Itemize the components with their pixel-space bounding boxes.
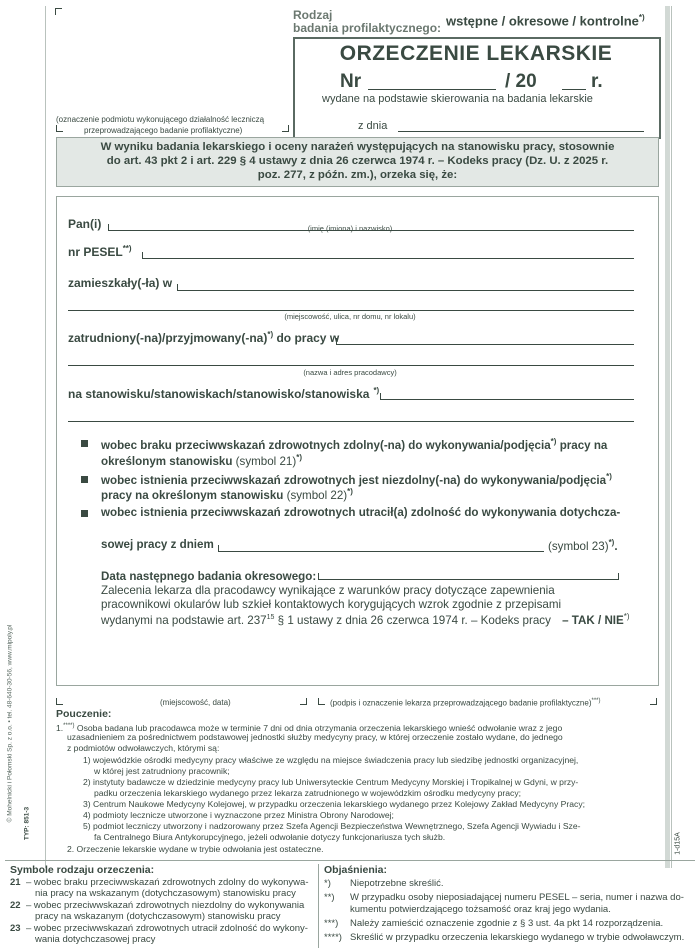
option-2-bullet[interactable] (81, 476, 88, 483)
option-1-symbol-sup: *) (296, 453, 303, 462)
symbols-title: Symbole rodzaju orzeczenia: (10, 864, 155, 876)
symbol-23-a: – wobec przeciwwskazań zdrowotnych utracił zdolność do wykony- (26, 923, 308, 934)
publisher-vertical-text: © Mohelnicki i Połomski Sp. z o.o. • tel. 48-640-30-56, www.mipoly.pl (6, 624, 14, 823)
instruction-p2: 2. Orzeczenie lekarskie wydane w trybie odwołania jest ostateczne. (67, 844, 324, 854)
symbol-21-a: – wobec braku przeciwwskazań zdrowotnych zdolny do wykonywa- (26, 877, 309, 888)
expl-2-a: W przypadku osoby nieposiadającej numeru PESEL – seria, numer i nazwa do- (350, 892, 684, 903)
option-3-bullet[interactable] (81, 510, 88, 517)
option-2-line-1 (101, 472, 612, 487)
option-1-text-b: pracy na (559, 438, 608, 452)
nr-slash-year: / 20 (505, 71, 537, 92)
pesel-sup: **) (122, 244, 132, 253)
option-3-line-2: sowej pracy z dniem (101, 538, 214, 551)
doctor-sign-sup: ***) (591, 698, 601, 704)
employed-sup: *) (267, 330, 274, 339)
instruction-title: Pouczenie: (56, 708, 112, 720)
employer-field-line-2[interactable] (68, 365, 634, 366)
symbol-21-num: 21 (10, 877, 21, 888)
instruction-item-2a: 2) instytuty badawcze w dziedzinie medycyny pracy lub Uniwersyteckie Centrum Medycyny Morskiej i Tropikalnej w Gdyni, w przy- (83, 777, 579, 787)
option-3-line-1: wobec istnienia przeciwwskazań zdrowotnych utracił(a) zdolność do wykonywania dotychcza- (101, 506, 621, 519)
instruction-item-3: 3) Centrum Naukowe Medycyny Kolejowej, w przypadku orzeczenia lekarskiego wydanego przez Kolejowy Zakład Medycyny Pracy; (83, 799, 586, 809)
doctor-sign-hint: (podpis i oznaczenie lekarza przeprowadzającego badanie profilaktyczne) (330, 698, 592, 708)
symbol-23-b: wania dotychczasowej pracy (35, 934, 156, 945)
glasses-yes-no[interactable]: – TAK / NIE (562, 613, 624, 627)
instruction-item-5b: fa Centralnego Biura Antykorupcyjnego, jeżeli odwołanie dotyczy funkcjonariusza tych służb. (94, 832, 446, 842)
date-label: z dnia (358, 120, 388, 132)
year-field-line[interactable] (562, 89, 586, 90)
expl-4-mark: ****) (324, 932, 342, 943)
symbol-23-num: 23 (10, 923, 21, 934)
employer-field-line[interactable] (336, 344, 634, 345)
symbol-21-b: nia pracy na wskazanym (dotychczasowym) stanowisku pracy (35, 888, 296, 899)
exam-type-sup: *) (638, 13, 645, 22)
explanations-title: Objaśnienia: (324, 864, 388, 876)
expl-2-mark: **) (324, 892, 335, 903)
option-3-symbol-sup: *) (608, 538, 615, 547)
option-3-symbol: (symbol 23) (548, 539, 609, 553)
unit-hint-2: przeprowadzającego badanie profilaktyczne) (84, 126, 243, 135)
next-exam-label: Data następnego badania okresowego: (101, 570, 317, 583)
bottom-divider (5, 860, 695, 861)
exam-type-label-1: Rodzaj (293, 8, 333, 22)
employed-suffix: do pracy w (276, 331, 340, 345)
position-label (68, 386, 379, 401)
exam-type-label-2: badania profilaktycznego: (293, 21, 442, 35)
instruction-item-5a: 5) podmiot leczniczy utworzony i nadzorowany przez Szefa Agencji Bezpieczeństwa Wewnętrznego, Szefa Agencji Wywiadu i Sze- (83, 821, 581, 831)
exam-type-options[interactable] (446, 13, 645, 28)
pesel-label (68, 244, 132, 259)
expl-2-b: kumentu potwierdzającego tożsamość oraz kraj jego wydania. (350, 904, 611, 915)
expl-3-mark: ***) (324, 918, 339, 929)
instruction-item-1a: 1) wojewódzkie ośrodki medycyny pracy właściwe ze względu na miejsce świadczenia pracy lub siedzibę jednostki organizacyjnej, (83, 755, 579, 765)
instruction-p1-line-2: uzasadnieniem za pośrednictwem podstawowej jednostki służby medycyny pracy, w której orzeczenie zostało wydane, do jednego (67, 732, 563, 742)
employed-label (68, 330, 339, 345)
place-date-tick-right (300, 698, 307, 705)
right-edge-strip (665, 6, 670, 868)
place-date-tick (56, 698, 63, 705)
form-code-vertical: 1-d15A (674, 832, 682, 855)
form-type-vertical: TYP: 851-3 (23, 806, 31, 841)
intro-line-3: poz. 277, z późn. zm.), orzeka się, że: (257, 169, 458, 181)
instruction-p1-line-3: z podmiotów odwoławczych, którymi są: (67, 743, 220, 753)
unit-hint-tick-left (56, 125, 63, 132)
pesel-field-line[interactable] (142, 258, 634, 259)
option-2-text-a: wobec istnienia przeciwwskazań zdrowotnych jest niezdolny(-na) do wykonywania/podjęcia (101, 473, 607, 487)
glasses-3b: § 1 ustawy z dnia 26 czerwca 1974 r. – Kodeks pracy (277, 613, 551, 627)
address-field-tick (177, 284, 184, 291)
expl-3: Należy zamieścić oznaczenie zgodnie z § 3 ust. 4a pkt 14 rozporządzenia. (350, 918, 664, 929)
glasses-yes-no-sup: *) (623, 612, 630, 621)
page-title: ORZECZENIE LEKARSKIE (339, 42, 613, 65)
option-1-symbol: (symbol 21) (235, 454, 297, 468)
bottom-vertical-divider (318, 864, 319, 948)
pesel-field-tick (142, 252, 149, 259)
option-1-sup: *) (550, 437, 557, 446)
employer-hint: (nazwa i adres pracodawcy) (303, 368, 397, 377)
position-sup: *) (373, 386, 380, 395)
doctor-sign-tick (318, 698, 325, 705)
loss-date-field-line[interactable] (218, 551, 544, 552)
next-exam-tick-right (612, 573, 619, 580)
employed-label-text: zatrudniony(-na)/przyjmowany(-na) (68, 331, 268, 345)
issued-basis: wydane na podstawie skierowania na badania lekarskie (322, 93, 593, 105)
address-label: zamieszkały(-ła) w (68, 276, 173, 290)
address-hint: (miejscowość, ulica, nr domu, nr lokalu) (284, 312, 416, 321)
next-exam-field-line[interactable] (318, 579, 618, 580)
instruction-p1-text-1: Osoba badana lub pracodawca może w terminie 7 dni od dnia otrzymania orzeczenia lekarskiego wnieść odwołanie wraz z jego (76, 722, 563, 733)
expl-1: Niepotrzebne skreślić. (350, 878, 444, 889)
symbol-22-b: pracy na wskazanym (dotychczasowym) stanowisku pracy (35, 911, 281, 922)
unit-hint-tick-right (282, 125, 289, 132)
nr-field-line[interactable] (368, 89, 496, 90)
option-1-line-1 (101, 437, 607, 452)
next-exam-tick-left (318, 573, 325, 580)
option-2-text-b: pracy na określonym stanowisku (101, 488, 284, 502)
option-1-bullet[interactable] (81, 440, 88, 447)
instruction-item-2b: padku orzeczenia lekarskiego wydanego przez lekarza zatrudnionego w wojewódzkim ośrodku medycyny pracy; (94, 788, 522, 798)
intro-line-1: W wyniku badania lekarskiego i oceny narażeń występujących na stanowisku pracy, stosownie (100, 141, 615, 153)
symbol-22-num: 22 (10, 900, 21, 911)
nr-year-r: r. (591, 71, 603, 92)
option-1-text-c: określonym stanowisku (101, 454, 233, 468)
instruction-p1-num: 1. (56, 722, 64, 733)
option-2-symbol: (symbol 22) (286, 488, 348, 502)
expl-1-mark: *) (324, 878, 331, 889)
employer-field-tick (336, 338, 343, 345)
unit-hint-1: (oznaczenie podmiotu wykonującego działalność leczniczą (56, 115, 265, 124)
address-field-line-2[interactable] (68, 310, 634, 311)
glasses-line-2: pracownikowi okularów lub szkieł kontaktowych korygujących wzrok zgodnie z przepisami (101, 598, 562, 611)
instruction-item-4: 4) podmioty lecznicze utworzone i wyznaczone przez Ministra Obrony Narodowej; (83, 810, 394, 820)
option-3-end: . (614, 539, 618, 553)
place-date-hint: (miejscowość, data) (160, 698, 231, 707)
nr-label: Nr (340, 71, 362, 92)
option-1-line-2 (101, 453, 302, 468)
intro-line-2: do art. 43 pkt 2 i art. 229 § 4 ustawy z dnia 26 czerwca 1974 r. – Kodeks pracy (Dz. U. z 2025 r. (106, 155, 609, 167)
symbol-22-a: – wobec przeciwwskazań zdrowotnych niezdolny do wykonywania (26, 900, 305, 911)
name-field-tick (108, 224, 115, 231)
option-2-symbol-sup: *) (347, 487, 353, 496)
doctor-sign-hint-wrap (330, 698, 601, 708)
glasses-line-1: Zalecenia lekarza dla pracodawcy wynikające z warunków pracy dotyczące zapewnienia (101, 584, 555, 597)
exam-type-options-text: wstępne / okresowe / kontrolne (446, 13, 639, 29)
name-hint: (imię (imiona) i nazwisko) (307, 224, 393, 233)
pesel-label-text: nr PESEL (68, 245, 123, 259)
position-field-line-2[interactable] (68, 421, 634, 422)
instruction-p1-sup: ****) (63, 723, 75, 729)
option-2-sup: *) (606, 472, 612, 481)
position-label-text: na stanowisku/stanowiskach/stanowisko/stanowiska (68, 387, 370, 401)
doctor-sign-tick-right (650, 698, 657, 705)
position-field-line[interactable] (380, 399, 634, 400)
loss-date-field-tick (218, 545, 225, 552)
date-field-line[interactable] (398, 131, 644, 132)
option-3-symbol-wrap (548, 538, 618, 553)
option-1-text-a: wobec braku przeciwwskazań zdrowotnych zdolny(-na) do wykonywania/podjęcia (101, 438, 551, 452)
glasses-3sup: 15 (266, 614, 275, 621)
corner-mark (55, 8, 62, 15)
option-2-line-2 (101, 487, 353, 502)
name-label: Pan(i) (68, 217, 102, 231)
instruction-item-1b: w której jest zatrudniony pracownik; (94, 766, 230, 776)
address-field-line[interactable] (177, 290, 634, 291)
expl-4: Skreślić w przypadku orzeczenia lekarskiego wydanego w trybie odwoławczym. (350, 932, 685, 943)
glasses-3a: wydanymi na podstawie art. 237 (101, 613, 267, 627)
glasses-line-3 (101, 612, 630, 627)
position-field-tick (380, 393, 387, 400)
